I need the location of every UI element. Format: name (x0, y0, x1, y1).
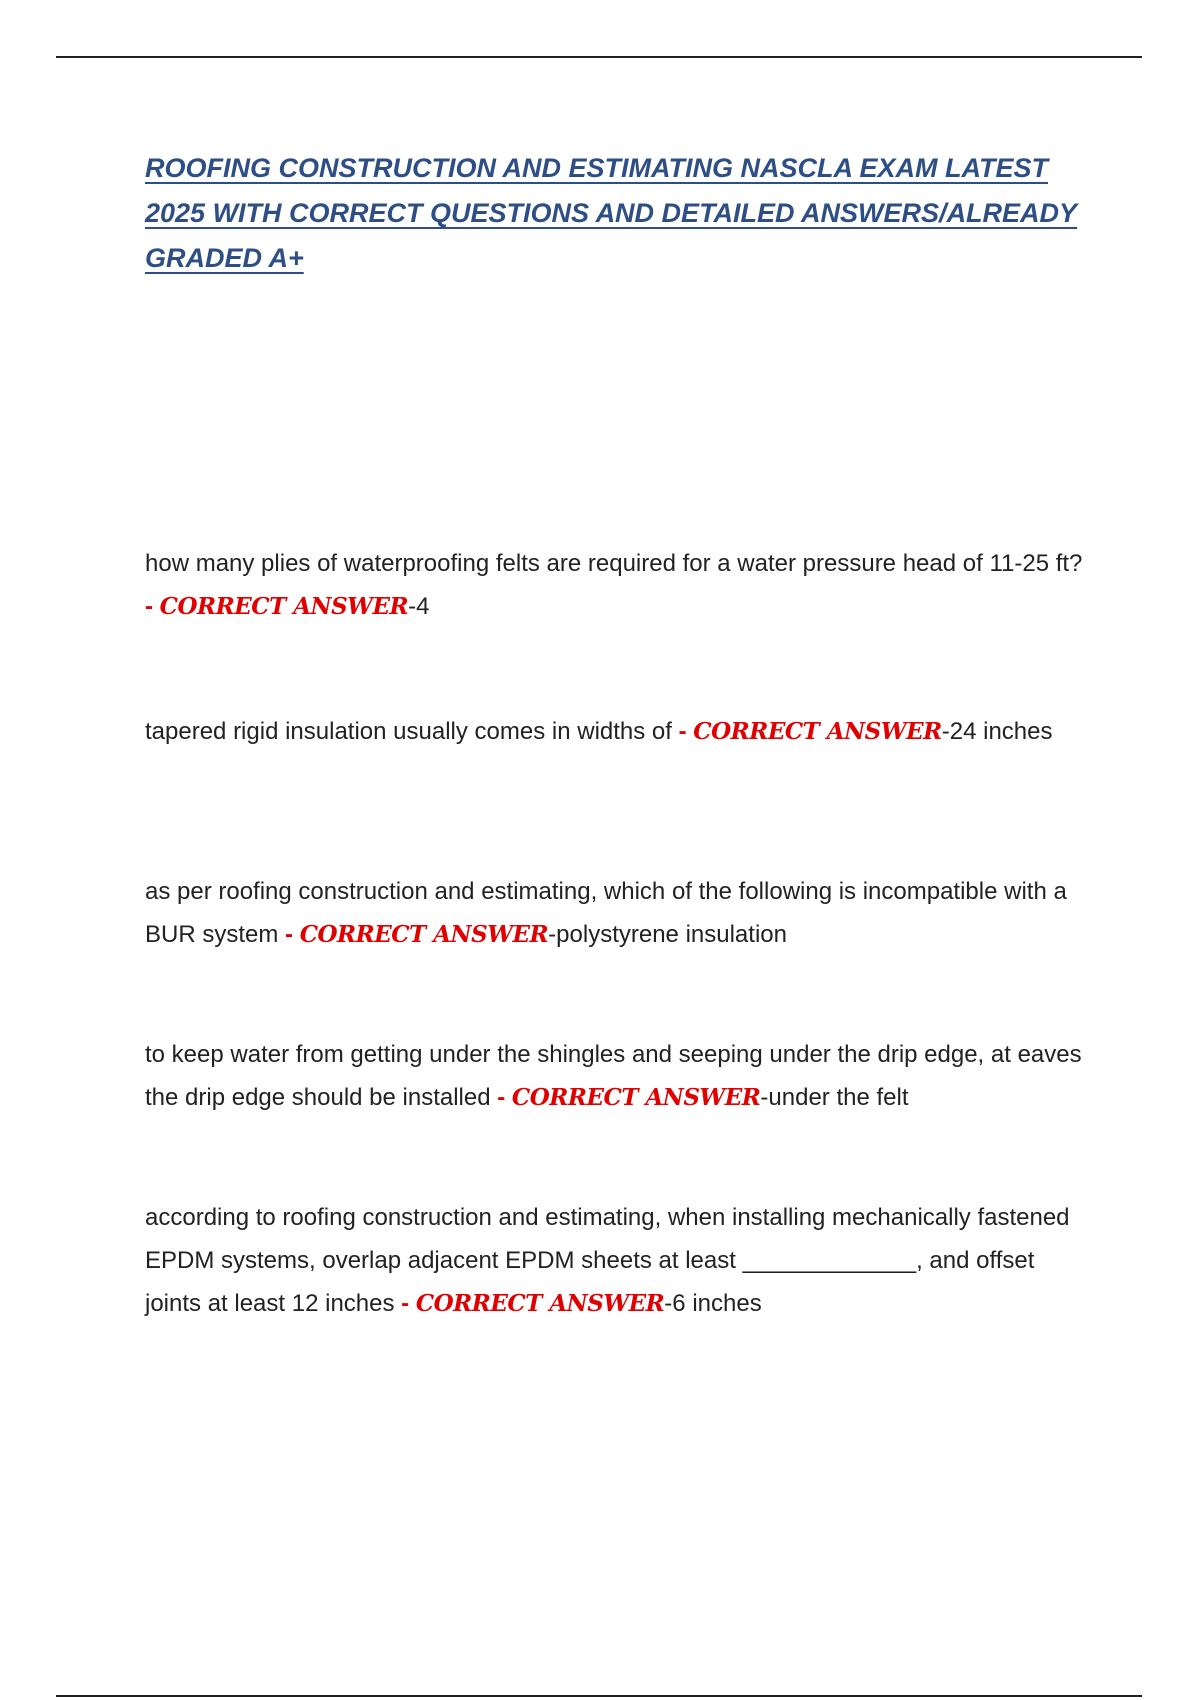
answer-text: under the felt (768, 1084, 909, 1111)
qa-item (145, 542, 1090, 628)
qa-item (145, 1196, 1090, 1325)
question-text: to keep water from getting under the shingles and seeping under the drip edge, at eaves the drip edge should be installed (145, 1041, 1082, 1111)
top-rule (56, 56, 1142, 58)
answer-text: 6 inches (672, 1290, 762, 1317)
correct-answer-marker: CORRECT ANSWER (299, 921, 549, 948)
answer-dash: - (548, 921, 557, 948)
qa-item (145, 1033, 1090, 1119)
document-title: ROOFING CONSTRUCTION AND ESTIMATING NASCLA EXAM LATEST 2025 WITH CORRECT QUESTIONS AND DETAILED ANSWERS/ALREADY GRADED A+ (145, 153, 1078, 273)
answer-dash: - (941, 718, 950, 745)
answer-separator: - (278, 921, 300, 948)
answer-text: polystyrene insulation (556, 921, 787, 948)
question-text: as per roofing construction and estimating, which of the following is incompatible with a BUR system (145, 878, 1067, 948)
qa-item (145, 710, 1090, 753)
answer-dash: - (760, 1084, 769, 1111)
answer-separator: - (394, 1290, 416, 1317)
answer-dash: - (408, 593, 417, 620)
answer-separator: - (671, 718, 694, 745)
correct-answer-marker: CORRECT ANSWER (415, 1290, 665, 1317)
correct-answer-marker: CORRECT ANSWER (511, 1084, 761, 1111)
question-text: how many plies of waterproofing felts are required for a water pressure head of 11-25 ft? (145, 550, 1083, 577)
answer-separator: - (145, 593, 160, 620)
answer-text: 4 (416, 593, 430, 620)
answer-separator: - (490, 1084, 512, 1111)
answer-dash: - (664, 1290, 673, 1317)
question-text: tapered rigid insulation usually comes in widths of (145, 718, 672, 745)
bottom-rule (56, 1695, 1142, 1697)
qa-item (145, 870, 1090, 956)
correct-answer-marker: CORRECT ANSWER (693, 718, 942, 745)
answer-text: 24 inches (949, 718, 1053, 745)
correct-answer-marker: CORRECT ANSWER (159, 593, 409, 620)
question-text: according to roofing construction and estimating, when installing mechanically fastened EPDM systems, overlap adjacent EPDM sheets at least _____________, and offset joints at least 12 inches (145, 1204, 1070, 1317)
